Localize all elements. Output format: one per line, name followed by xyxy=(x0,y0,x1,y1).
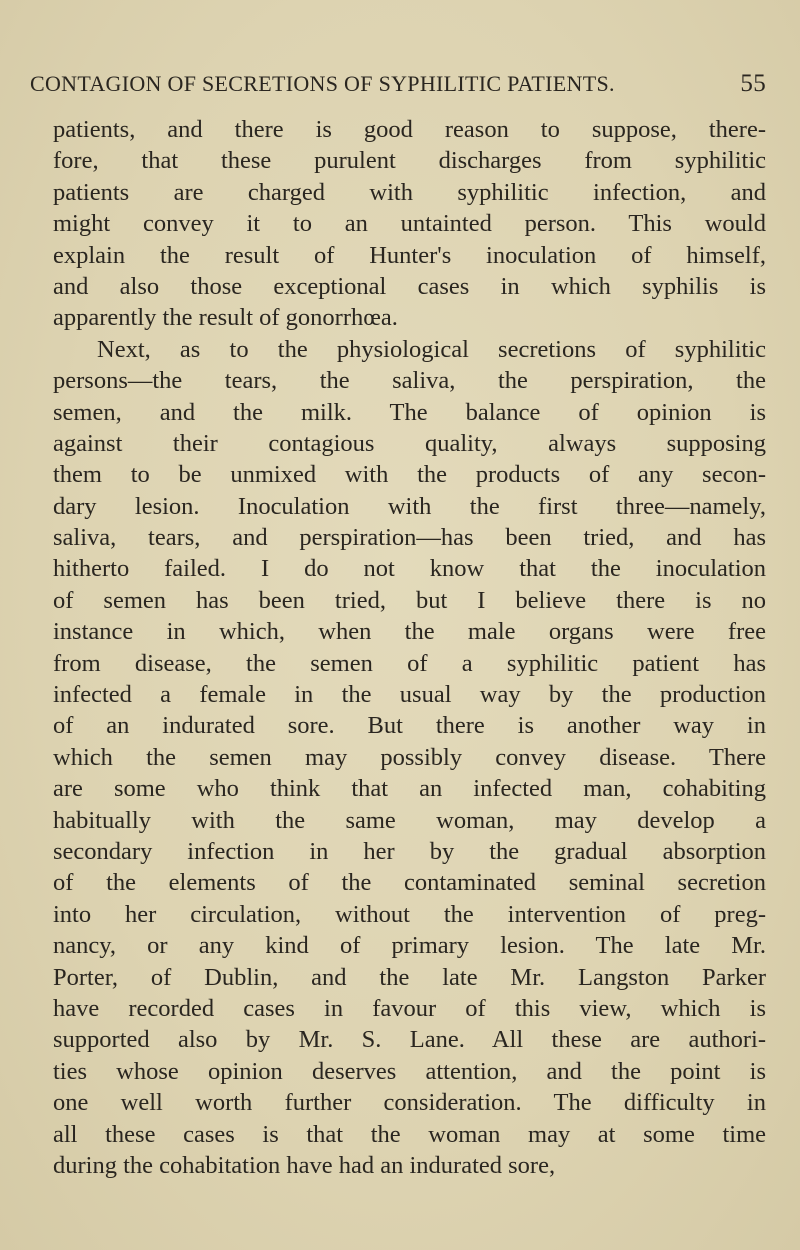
text-line: one well worth further consideration. The difficulty in xyxy=(53,1089,766,1117)
text-line: patients, and there is good reason to suppose, there- xyxy=(53,116,766,143)
body-text xyxy=(53,114,766,1181)
text-line: are some who think that an infected man, cohabiting xyxy=(53,775,766,803)
text-line: secondary infection in her by the gradual absorption xyxy=(53,837,766,865)
text-line: patients are charged with syphilitic infection, and xyxy=(53,178,766,206)
text-line: infected a female in the usual way by the production xyxy=(53,681,766,709)
text-line: semen, and the milk. The balance of opinion is xyxy=(53,398,766,426)
text-line: during the cohabitation have had an indurated sore, xyxy=(53,1151,556,1179)
text-line: of semen has been tried, but I believe there is no xyxy=(53,586,766,614)
text-line: supported also by Mr. S. Lane. All these are authori- xyxy=(53,1026,766,1054)
text-line: hitherto failed. I do not know that the inoculation xyxy=(53,555,766,583)
text-line: of the elements of the contaminated seminal secretion xyxy=(53,869,766,897)
text-line: explain the result of Hunter's inoculation of himself, xyxy=(53,241,766,269)
text-line: which the semen may possibly convey disease. There xyxy=(53,743,766,771)
text-line: saliva, tears, and perspiration—has been tried, and has xyxy=(53,524,766,552)
text-line: against their contagious quality, always supposing xyxy=(53,429,766,457)
text-line: dary lesion. Inoculation with the first three—namely, xyxy=(53,492,766,520)
text-line: into her circulation, without the intervention of preg- xyxy=(53,900,766,928)
running-head xyxy=(30,70,766,110)
text-line: all these cases is that the woman may at some time xyxy=(53,1120,766,1148)
text-line: apparently the result of gonorrhœa. xyxy=(53,304,398,332)
text-line: fore, that these purulent discharges from syphilitic xyxy=(53,147,766,175)
paragraph-start-line: Next, as to the physiological secretions of syphilitic xyxy=(97,335,766,363)
text-line: Porter, of Dublin, and the late Mr. Langston Parker xyxy=(53,963,766,991)
page-number: 55 xyxy=(740,70,766,97)
text-line: of an indurated sore. But there is another way in xyxy=(53,712,766,740)
running-title: CONTAGION OF SECRETIONS OF SYPHILITIC PATIENTS. xyxy=(30,71,615,96)
text-line: nancy, or any kind of primary lesion. The late Mr. xyxy=(53,932,766,960)
text-line: habitually with the same woman, may develop a xyxy=(53,806,766,834)
text-line: persons—the tears, the saliva, the perspiration, the xyxy=(53,367,766,395)
text-line: instance in which, when the male organs were free xyxy=(53,618,766,646)
text-line: from disease, the semen of a syphilitic patient has xyxy=(53,649,766,677)
text-line: ties whose opinion deserves attention, and the point is xyxy=(53,1057,766,1085)
text-line: have recorded cases in favour of this view, which is xyxy=(53,994,766,1022)
text-line: and also those exceptional cases in which syphilis is xyxy=(53,272,766,300)
text-line: them to be unmixed with the products of any secon- xyxy=(53,461,766,489)
text-line: might convey it to an untainted person. This would xyxy=(53,210,766,238)
